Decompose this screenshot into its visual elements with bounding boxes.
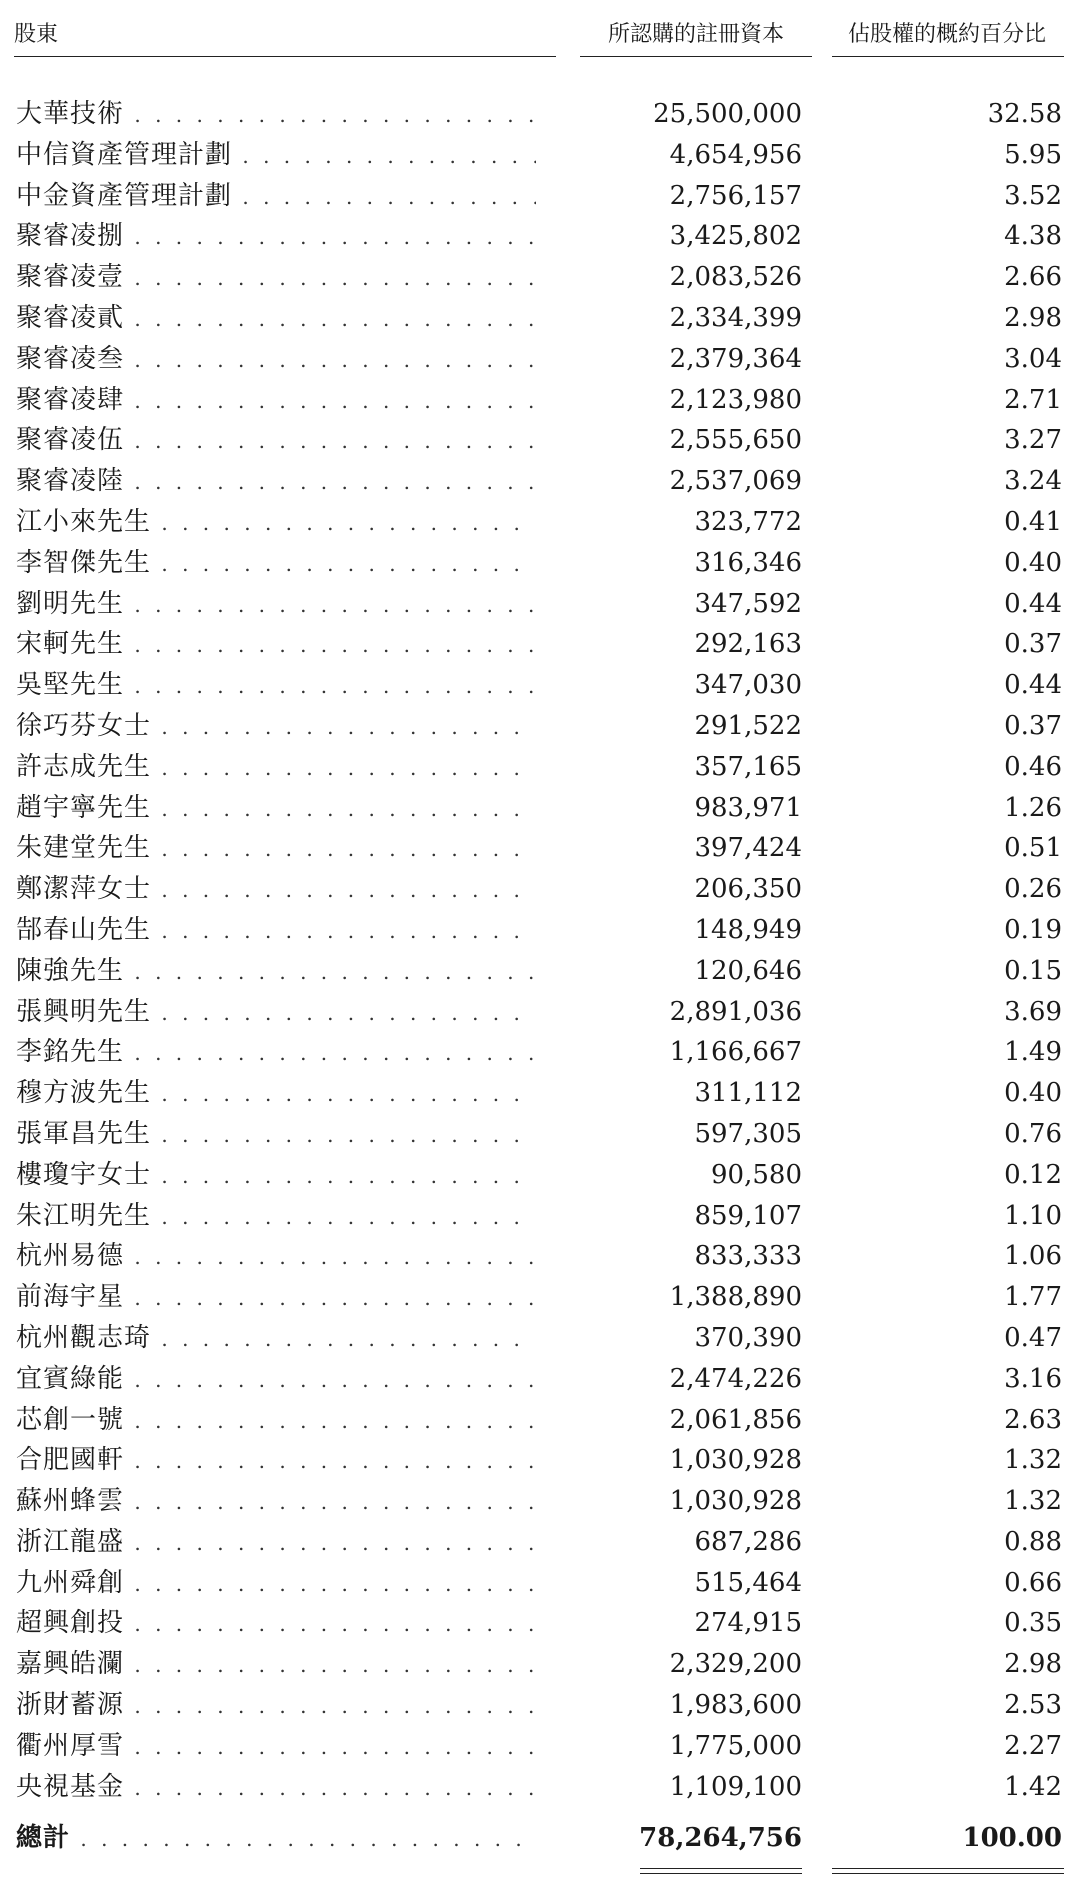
shareholder-name: 鄭潔萍女士 . . . <box>16 869 536 911</box>
subscribed-capital: 1,983,600 <box>669 1690 802 1721</box>
equity-percentage: 0.88 <box>1004 1526 1062 1557</box>
total-label: 總計 . . . <box>16 1818 536 1859</box>
shareholder-name: 穆方波先生 . . . <box>16 1073 536 1115</box>
subscribed-capital: 2,756,157 <box>669 180 802 211</box>
shareholder-name: 聚睿凌捌 . . . <box>16 216 536 258</box>
equity-percentage: 1.49 <box>1004 1037 1062 1068</box>
shareholder-name: 杭州觀志琦 . . . <box>16 1318 536 1360</box>
total-row <box>0 1818 1080 1858</box>
column-header-registered-capital: 所認購的註冊資本 <box>607 22 784 47</box>
table-row <box>0 828 1080 869</box>
subscribed-capital: 3,425,802 <box>669 221 802 252</box>
equity-percentage: 0.76 <box>1004 1118 1062 1149</box>
total-double-underline-capital <box>640 1868 802 1874</box>
shareholder-name: 杭州易德 . . . <box>16 1236 536 1278</box>
total-percent: 100.00 <box>962 1823 1062 1853</box>
shareholder-name: 蘇州蜂雲 . . . <box>16 1481 536 1523</box>
subscribed-capital: 323,772 <box>694 506 802 537</box>
shareholder-name: 浙江龍盛 . . . <box>16 1522 536 1564</box>
shareholder-name: 吳堅先生 . . . <box>16 665 536 707</box>
equity-percentage: 1.26 <box>1004 792 1062 823</box>
table-row <box>0 869 1080 910</box>
subscribed-capital: 292,163 <box>694 629 802 660</box>
subscribed-capital: 311,112 <box>694 1078 802 1109</box>
shareholder-name: 浙財蓄源 . . . <box>16 1685 536 1727</box>
table-row <box>0 1603 1080 1644</box>
shareholder-name: 中金資產管理計劃 . . . <box>16 176 536 218</box>
equity-percentage: 1.42 <box>1004 1771 1062 1802</box>
table-row <box>0 706 1080 747</box>
equity-percentage: 3.69 <box>1004 996 1062 1027</box>
shareholder-name: 江小來先生 . . . <box>16 502 536 544</box>
equity-percentage: 0.44 <box>1004 588 1062 619</box>
table-row <box>0 1440 1080 1481</box>
table-row <box>0 94 1080 135</box>
shareholder-name: 中信資產管理計劃 . . . <box>16 135 536 177</box>
subscribed-capital: 291,522 <box>694 710 802 741</box>
subscribed-capital: 2,329,200 <box>669 1649 802 1680</box>
table-row <box>0 257 1080 298</box>
table-row <box>0 747 1080 788</box>
table-row <box>0 1114 1080 1155</box>
equity-percentage: 0.26 <box>1004 874 1062 905</box>
equity-percentage: 2.63 <box>1004 1404 1062 1435</box>
equity-percentage: 0.37 <box>1004 629 1062 660</box>
equity-percentage: 0.66 <box>1004 1567 1062 1598</box>
subscribed-capital: 833,333 <box>694 1241 802 1272</box>
equity-percentage: 0.19 <box>1004 914 1062 945</box>
equity-percentage: 2.71 <box>1004 384 1062 415</box>
subscribed-capital: 120,646 <box>694 955 802 986</box>
equity-percentage: 1.32 <box>1004 1445 1062 1476</box>
subscribed-capital: 4,654,956 <box>669 139 802 170</box>
column-header-percentage: 佔股權的概約百分比 <box>847 22 1046 47</box>
column-header-shareholder: 股東 <box>14 22 59 47</box>
equity-percentage: 3.04 <box>1004 343 1062 374</box>
equity-percentage: 3.27 <box>1004 425 1062 456</box>
subscribed-capital: 687,286 <box>694 1526 802 1557</box>
table-row <box>0 1481 1080 1522</box>
equity-percentage: 0.15 <box>1004 955 1062 986</box>
subscribed-capital: 1,030,928 <box>669 1445 802 1476</box>
subscribed-capital: 515,464 <box>694 1567 802 1598</box>
shareholder-name: 聚睿凌壹 . . . <box>16 257 536 299</box>
equity-percentage: 32.58 <box>987 99 1062 129</box>
subscribed-capital: 1,775,000 <box>669 1730 802 1761</box>
table-row <box>0 1236 1080 1277</box>
table-row <box>0 420 1080 461</box>
equity-percentage: 0.44 <box>1004 670 1062 701</box>
table-row <box>0 1073 1080 1114</box>
subscribed-capital: 983,971 <box>694 792 802 823</box>
table-row <box>0 461 1080 502</box>
table-row <box>0 1196 1080 1237</box>
total-double-underline-percent <box>832 1868 1064 1874</box>
shareholder-name: 合肥國軒 . . . <box>16 1440 536 1482</box>
subscribed-capital: 597,305 <box>694 1118 802 1149</box>
table-row <box>0 380 1080 421</box>
subscribed-capital: 148,949 <box>694 914 802 945</box>
table-row <box>0 1277 1080 1318</box>
subscribed-capital: 2,379,364 <box>669 343 802 374</box>
equity-percentage: 3.16 <box>1004 1363 1062 1394</box>
equity-percentage: 1.10 <box>1004 1200 1062 1231</box>
shareholder-name: 芯創一號 . . . <box>16 1400 536 1442</box>
shareholder-name: 宜賓綠能 . . . <box>16 1359 536 1401</box>
equity-percentage: 1.06 <box>1004 1241 1062 1272</box>
shareholder-name: 郜春山先生 . . . <box>16 910 536 952</box>
table-row <box>0 951 1080 992</box>
subscribed-capital: 347,030 <box>694 670 802 701</box>
table-row <box>0 788 1080 829</box>
table-row <box>0 1155 1080 1196</box>
table-row <box>0 992 1080 1033</box>
table-row <box>0 1726 1080 1767</box>
table-row <box>0 1644 1080 1685</box>
shareholder-name: 朱江明先生 . . . <box>16 1196 536 1238</box>
shareholder-name: 聚睿凌陸 . . . <box>16 461 536 503</box>
equity-percentage: 2.53 <box>1004 1690 1062 1721</box>
subscribed-capital: 90,580 <box>711 1159 802 1190</box>
subscribed-capital: 2,891,036 <box>669 996 802 1027</box>
subscribed-capital: 2,061,856 <box>669 1404 802 1435</box>
subscribed-capital: 1,030,928 <box>669 1486 802 1517</box>
shareholder-name: 李智傑先生 . . . <box>16 543 536 585</box>
shareholder-name: 超興創投 . . . <box>16 1603 536 1645</box>
table-row <box>0 1318 1080 1359</box>
equity-percentage: 2.98 <box>1004 302 1062 333</box>
table-row <box>0 1563 1080 1604</box>
subscribed-capital: 397,424 <box>694 833 802 864</box>
shareholder-name: 聚睿凌叁 . . . <box>16 339 536 381</box>
shareholder-name: 趙宇寧先生 . . . <box>16 788 536 830</box>
subscribed-capital: 2,555,650 <box>669 425 802 456</box>
subscribed-capital: 2,083,526 <box>669 262 802 293</box>
subscribed-capital: 2,334,399 <box>669 302 802 333</box>
subscribed-capital: 2,474,226 <box>669 1363 802 1394</box>
table-row <box>0 584 1080 625</box>
subscribed-capital: 2,537,069 <box>669 466 802 497</box>
subscribed-capital: 2,123,980 <box>669 384 802 415</box>
equity-percentage: 0.47 <box>1004 1322 1062 1353</box>
equity-percentage: 1.77 <box>1004 1282 1062 1313</box>
table-row <box>0 910 1080 951</box>
shareholder-name: 聚睿凌貳 . . . <box>16 298 536 340</box>
shareholder-name: 李銘先生 . . . <box>16 1032 536 1074</box>
shareholder-name: 徐巧芬女士 . . . <box>16 706 536 748</box>
shareholder-name: 張興明先生 . . . <box>16 992 536 1034</box>
table-row <box>0 298 1080 339</box>
table-row <box>0 216 1080 257</box>
shareholder-name: 張軍昌先生 . . . <box>16 1114 536 1156</box>
table-row <box>0 1359 1080 1400</box>
equity-percentage: 2.27 <box>1004 1730 1062 1761</box>
equity-percentage: 0.46 <box>1004 751 1062 782</box>
shareholder-name: 大華技術 . . . <box>16 94 536 136</box>
table-row <box>0 543 1080 584</box>
table-row <box>0 176 1080 217</box>
subscribed-capital: 370,390 <box>694 1322 802 1353</box>
shareholder-name: 前海宇星 . . . <box>16 1277 536 1319</box>
subscribed-capital: 206,350 <box>694 874 802 905</box>
equity-percentage: 0.37 <box>1004 710 1062 741</box>
equity-percentage: 2.66 <box>1004 262 1062 293</box>
equity-percentage: 0.12 <box>1004 1159 1062 1190</box>
subscribed-capital: 25,500,000 <box>653 99 802 129</box>
table-row <box>0 135 1080 176</box>
total-capital: 78,264,756 <box>639 1823 802 1853</box>
subscribed-capital: 1,166,667 <box>669 1037 802 1068</box>
shareholder-name: 聚睿凌肆 . . . <box>16 380 536 422</box>
shareholder-name: 朱建堂先生 . . . <box>16 828 536 870</box>
subscribed-capital: 357,165 <box>694 751 802 782</box>
shareholder-name: 九州舜創 . . . <box>16 1563 536 1605</box>
shareholder-name: 陳強先生 . . . <box>16 951 536 993</box>
equity-percentage: 0.51 <box>1004 833 1062 864</box>
subscribed-capital: 859,107 <box>694 1200 802 1231</box>
subscribed-capital: 1,109,100 <box>669 1771 802 1802</box>
shareholder-name: 聚睿凌伍 . . . <box>16 420 536 462</box>
equity-percentage: 0.35 <box>1004 1608 1062 1639</box>
equity-percentage: 3.24 <box>1004 466 1062 497</box>
subscribed-capital: 316,346 <box>694 547 802 578</box>
table-row <box>0 1032 1080 1073</box>
equity-percentage: 1.32 <box>1004 1486 1062 1517</box>
shareholder-name: 樓瓊宇女士 . . . <box>16 1155 536 1197</box>
equity-percentage: 0.40 <box>1004 1078 1062 1109</box>
table-row <box>0 502 1080 543</box>
equity-percentage: 0.41 <box>1004 506 1062 537</box>
header-underline-percent <box>832 56 1064 57</box>
shareholder-table-body <box>0 94 1080 1807</box>
equity-percentage: 5.95 <box>1004 139 1062 170</box>
equity-percentage: 2.98 <box>1004 1649 1062 1680</box>
table-row <box>0 339 1080 380</box>
shareholder-name: 劉明先生 . . . <box>16 584 536 626</box>
shareholder-name: 衢州厚雪 . . . <box>16 1726 536 1768</box>
equity-percentage: 3.52 <box>1004 180 1062 211</box>
shareholder-name: 嘉興皓瀾 . . . <box>16 1644 536 1686</box>
header-underline-shareholder <box>14 56 556 57</box>
table-row <box>0 1767 1080 1808</box>
table-row <box>0 665 1080 706</box>
subscribed-capital: 274,915 <box>694 1608 802 1639</box>
shareholder-name: 許志成先生 . . . <box>16 747 536 789</box>
table-row <box>0 624 1080 665</box>
subscribed-capital: 1,388,890 <box>669 1282 802 1313</box>
table-row <box>0 1685 1080 1726</box>
table-row <box>0 1400 1080 1441</box>
header-underline-capital <box>580 56 812 57</box>
equity-percentage: 4.38 <box>1004 221 1062 252</box>
table-row <box>0 1522 1080 1563</box>
equity-percentage: 0.40 <box>1004 547 1062 578</box>
subscribed-capital: 347,592 <box>694 588 802 619</box>
shareholder-name: 宋軻先生 . . . <box>16 624 536 666</box>
shareholder-name: 央視基金 . . . <box>16 1767 536 1809</box>
